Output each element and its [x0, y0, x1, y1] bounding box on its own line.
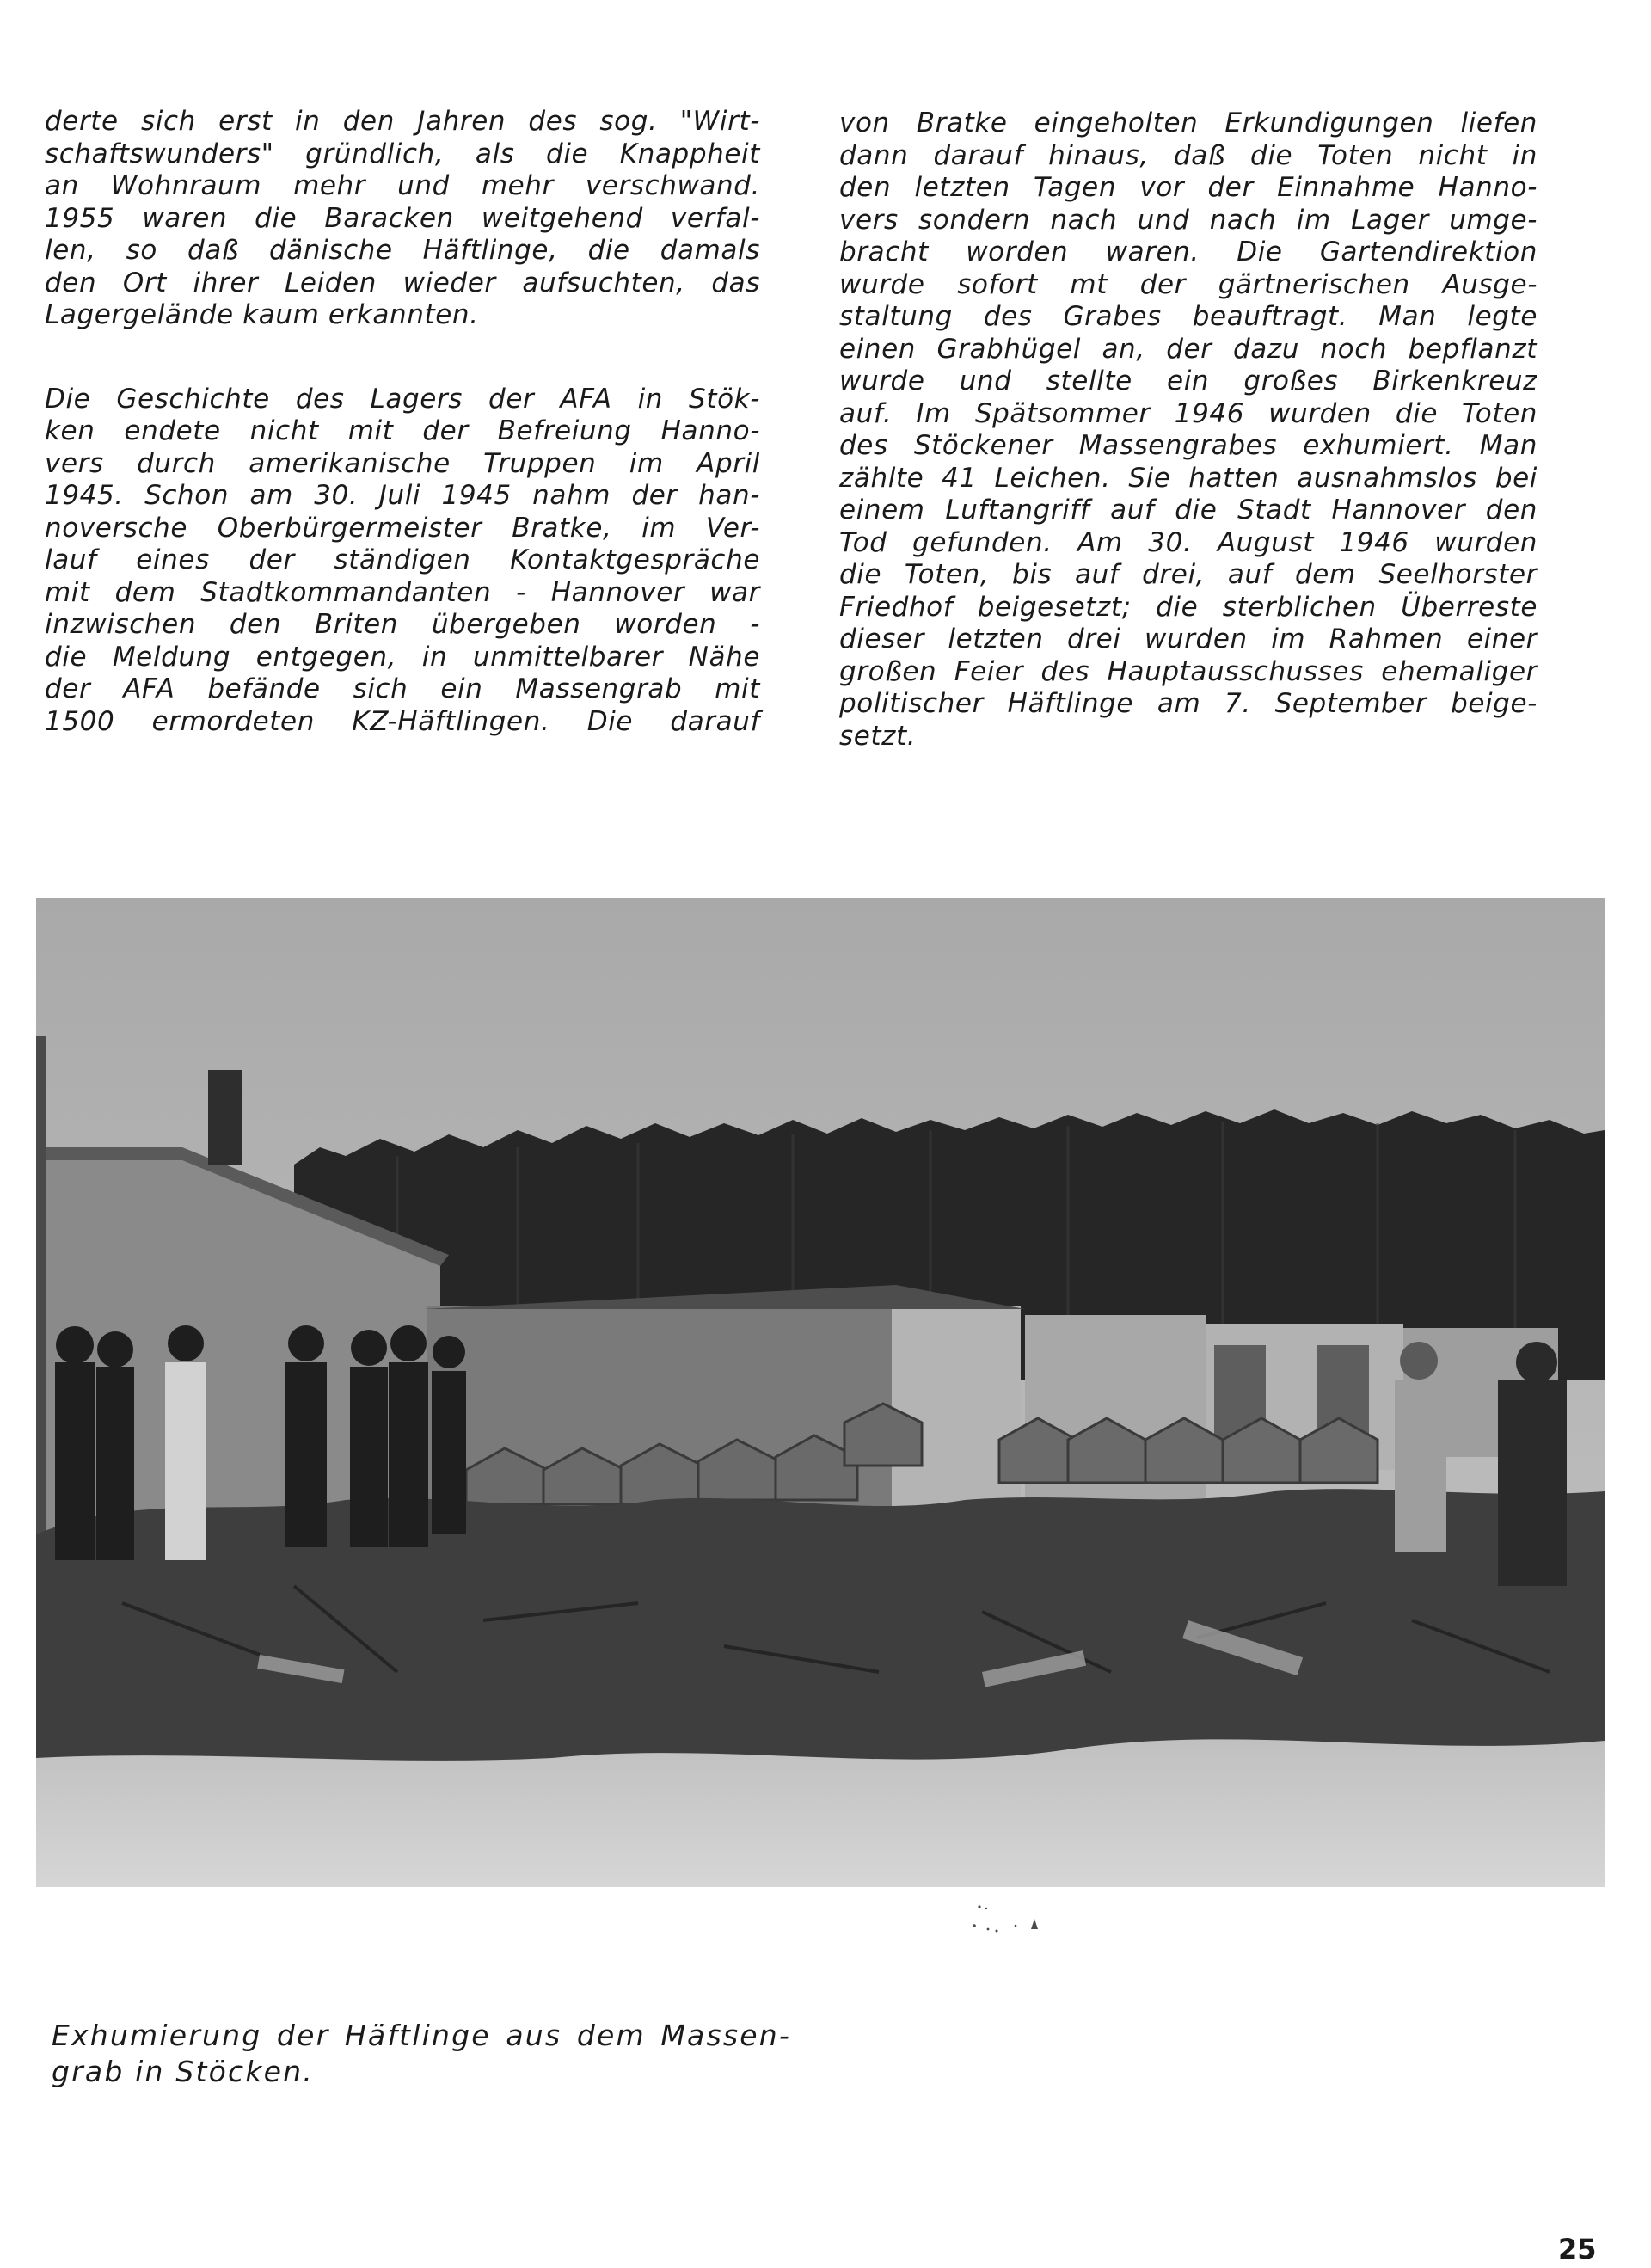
text-line: des Stöckener Massengrabes exhumiert. Man	[839, 430, 1537, 461]
text-line: der AFA befände sich ein Massengrab mit	[45, 673, 760, 704]
text-line: politischer Häftlinge am 7. September beige-	[839, 688, 1537, 719]
text-line: lauf eines der ständigen Kontaktgespräche	[45, 544, 760, 575]
text-line: 1945. Schon am 30. Juli 1945 nahm der han-	[45, 480, 760, 511]
photo-illustration-icon	[36, 898, 1605, 1887]
text-line: die Meldung entgegen, in unmittelbarer Nähe	[45, 641, 760, 673]
text-line: Die Geschichte des Lagers der AFA in Stök-	[45, 383, 760, 415]
text-line: auf. Im Spätsommer 1946 wurden die Toten	[839, 397, 1537, 429]
text-line: an Wohnraum mehr und mehr verschwand.	[45, 170, 760, 201]
text-line: dann darauf hinaus, daß die Toten nicht in	[839, 139, 1537, 171]
text-line: den letzten Tagen vor der Einnahme Hanno-	[839, 172, 1537, 203]
text-line: Lagergelände kaum erkannten.	[45, 299, 479, 330]
text-line: len, so daß dänische Häftlinge, die damals	[45, 235, 760, 266]
text-line: Friedhof beigesetzt; die sterblichen Überreste	[839, 591, 1537, 623]
text-line: wurde sofort mt der gärtnerischen Ausge-	[839, 268, 1537, 300]
right-paragraph-1	[839, 108, 1537, 753]
text-line: staltung des Grabes beauftragt. Man legte	[839, 301, 1537, 332]
text-line: mit dem Stadtkommandanten - Hannover war	[45, 576, 760, 608]
page-number: 25	[1558, 2233, 1597, 2265]
caption-line: grab in Stöcken.	[52, 2055, 314, 2088]
text-line: einen Grabhügel an, der dazu noch bepflanzt	[839, 333, 1537, 365]
text-line: wurde und stellte ein großes Birkenkreuz	[839, 366, 1537, 396]
text-line: großen Feier des Hauptausschusses ehemaliger	[839, 655, 1537, 687]
right-text-column	[839, 108, 1537, 753]
text-line: den Ort ihrer Leiden wieder aufsuchten, das	[45, 267, 760, 298]
caption-line: Exhumierung der Häftlinge aus dem Massen-	[52, 2019, 791, 2052]
text-line: schaftswunders" gründlich, als die Knappheit	[45, 138, 760, 169]
text-line: die Toten, bis auf drei, auf dem Seelhorster	[839, 559, 1537, 590]
text-line: derte sich erst in den Jahren des sog. "Wirt-	[45, 106, 760, 137]
text-line: Tod gefunden. Am 30. August 1946 wurden	[839, 526, 1537, 558]
text-line: vers sondern nach und nach im Lager umge-	[839, 204, 1537, 236]
text-line: setzt.	[839, 720, 917, 752]
left-text-column	[45, 106, 760, 738]
text-line: ken endete nicht mit der Befreiung Hanno-	[45, 415, 760, 446]
text-line: zählte 41 Leichen. Sie hatten ausnahmslos bei	[839, 462, 1537, 494]
text-line: 1500 ermordeten KZ-Häftlingen. Die darauf	[45, 705, 760, 737]
left-paragraph-2	[45, 384, 760, 739]
print-specks-icon	[933, 1896, 1071, 1939]
photo-caption	[52, 2018, 791, 2090]
text-line: einem Luftangriff auf die Stadt Hannover den	[839, 495, 1537, 526]
text-line: dieser letzten drei wurden im Rahmen einer	[839, 624, 1537, 655]
text-line: noversche Oberbürgermeister Bratke, im Ver-	[45, 512, 760, 544]
exhumation-photo	[36, 898, 1605, 1887]
text-line: vers durch amerikanische Truppen im April	[45, 447, 760, 479]
paragraph-gap	[45, 332, 760, 384]
text-line: bracht worden waren. Die Gartendirektion	[839, 237, 1537, 267]
text-line: 1955 waren die Baracken weitgehend verfal-	[45, 202, 760, 234]
text-line: von Bratke eingeholten Erkundigungen liefen	[839, 108, 1537, 138]
text-line: inzwischen den Briten übergeben worden -	[45, 609, 760, 640]
left-paragraph-1	[45, 106, 760, 332]
